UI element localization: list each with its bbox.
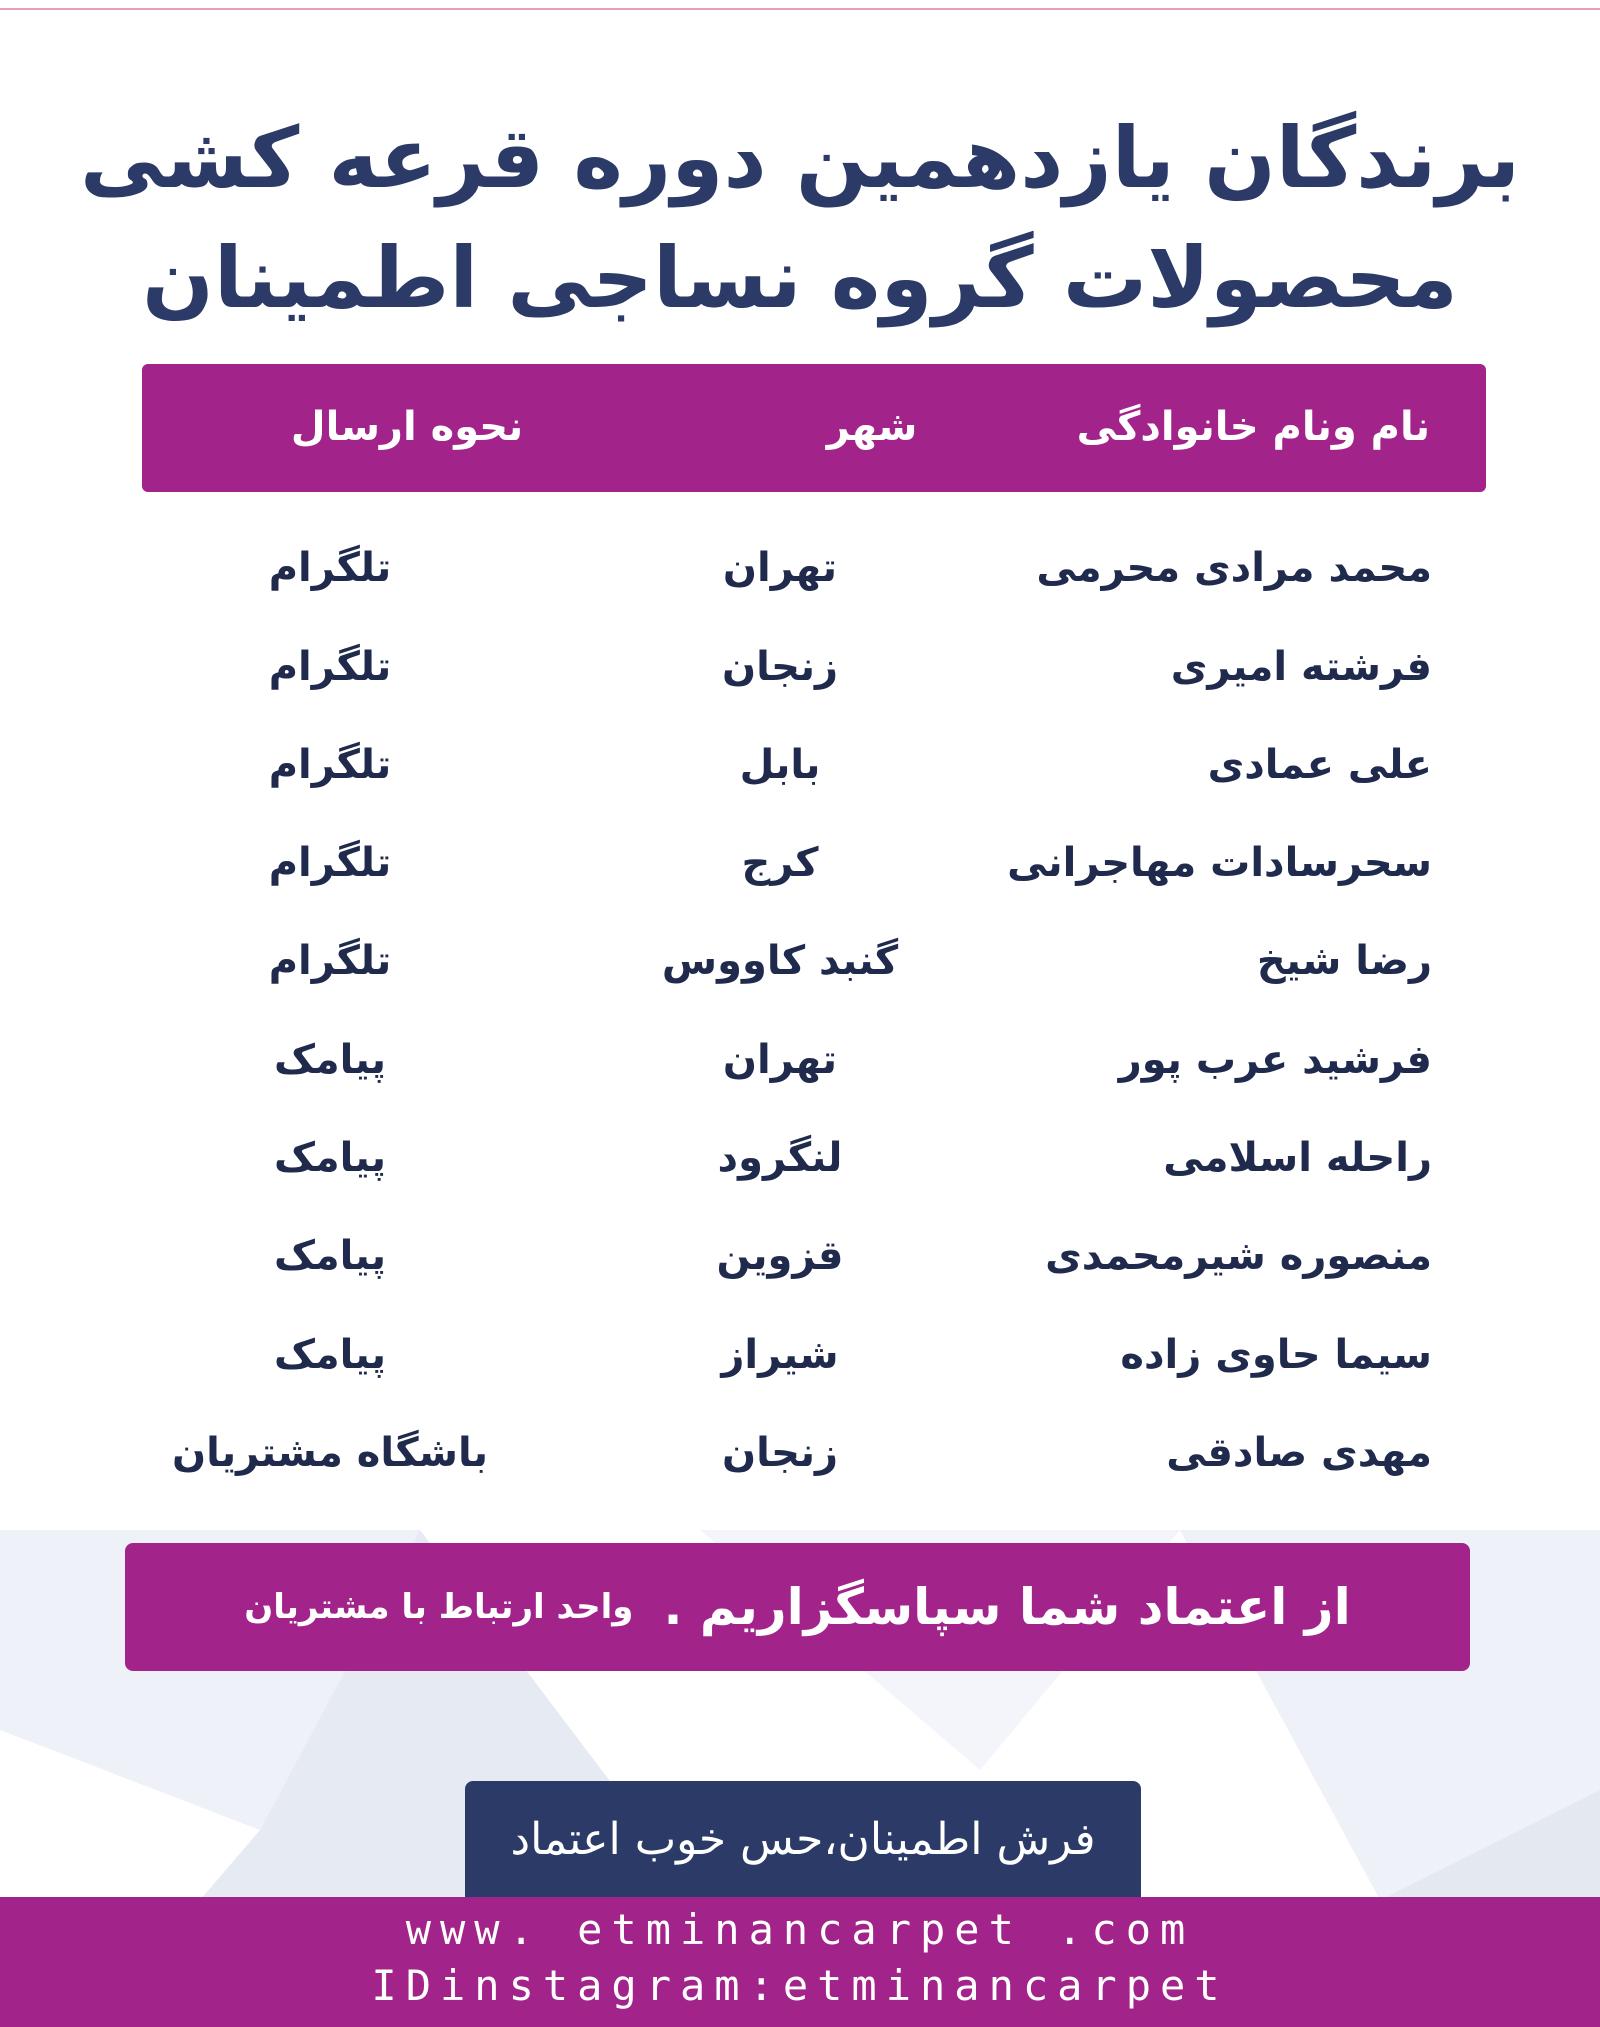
winner-send-method: پیامک: [273, 1332, 387, 1378]
table-row: [0, 1025, 1600, 1095]
table-row: [0, 1320, 1600, 1390]
column-header-name: نام ونام خانوادگی: [1076, 404, 1430, 450]
winner-city: زنجان: [721, 1430, 839, 1476]
winner-name: راحله اسلامی: [1163, 1135, 1432, 1181]
page-title-line-1: برندگان یازدهمین دوره قرعه کشی: [79, 109, 1521, 207]
winner-city: شیراز: [721, 1332, 839, 1378]
table-header: [142, 364, 1486, 492]
table-row: [0, 533, 1600, 603]
table-row: [0, 1123, 1600, 1193]
winner-send-method: پیامک: [273, 1037, 387, 1083]
winner-send-method: تلگرام: [268, 938, 392, 984]
table-row: [0, 926, 1600, 996]
winner-send-method: تلگرام: [268, 644, 392, 690]
brand-slogan: فرش اطمینان،حس خوب اعتماد: [465, 1781, 1141, 1897]
table-row: [0, 1221, 1600, 1291]
thank-you-message: از اعتماد شما سپاسگزاریم .: [663, 1578, 1351, 1636]
winner-city: زنجان: [721, 644, 839, 690]
winner-send-method: باشگاه مشتریان: [171, 1430, 489, 1476]
winner-name: سحرسادات مهاجرانی: [1007, 840, 1432, 886]
column-header-city: شهر: [826, 404, 918, 450]
customer-relations-unit: واحد ارتباط با مشتریان: [244, 1587, 634, 1627]
footer-bar: [0, 1897, 1600, 2027]
winner-name: منصوره شیرمحمدی: [1045, 1233, 1432, 1279]
website-link[interactable]: www. etminancarpet .com: [405, 1905, 1195, 1954]
column-header-send-method: نحوه ارسال: [290, 404, 524, 450]
winner-city: تهران: [722, 1037, 838, 1083]
winner-send-method: پیامک: [273, 1233, 387, 1279]
page-title-line-2: محصولات گروه نساجی اطمینان: [142, 229, 1458, 327]
winner-send-method: تلگرام: [268, 742, 392, 788]
table-row: [0, 730, 1600, 800]
winner-city: تهران: [722, 545, 838, 591]
winner-name: فرشید عرب پور: [1118, 1037, 1432, 1083]
winner-name: رضا شیخ: [1256, 938, 1432, 984]
winner-send-method: تلگرام: [268, 545, 392, 591]
top-divider: [0, 8, 1600, 10]
winner-name: علی عمادی: [1207, 742, 1432, 788]
table-row: [0, 1418, 1600, 1488]
table-row: [0, 632, 1600, 702]
winner-city: قزوین: [716, 1233, 844, 1279]
winner-city: کرج: [741, 840, 819, 886]
winner-city: لنگرود: [717, 1135, 843, 1181]
winner-name: مهدی صادقی: [1166, 1430, 1432, 1476]
winner-send-method: پیامک: [273, 1135, 387, 1181]
winner-name: سیما حاوی زاده: [1120, 1332, 1432, 1378]
winner-name: فرشته امیری: [1170, 644, 1432, 690]
winner-city: بابل: [739, 742, 821, 788]
table-row: [0, 828, 1600, 898]
thank-you-banner: [125, 1543, 1470, 1671]
winner-send-method: تلگرام: [268, 840, 392, 886]
winner-name: محمد مرادی محرمی: [1036, 545, 1432, 591]
instagram-id[interactable]: IDinstagram:etminancarpet: [371, 1961, 1229, 2010]
winner-city: گنبد کاووس: [661, 938, 899, 984]
